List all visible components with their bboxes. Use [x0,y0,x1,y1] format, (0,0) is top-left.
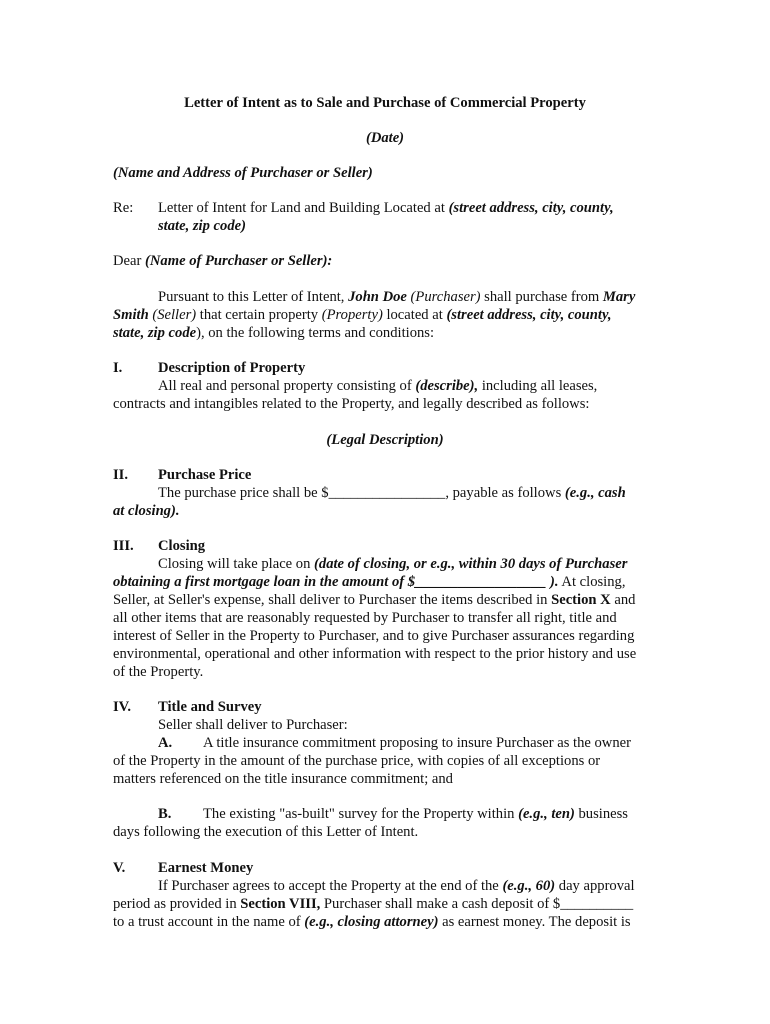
section-2-number: II. [113,467,129,483]
section-4-item-a-line-2: of the Property in the amount of the purchase price, with copies of all exceptions or [113,753,601,769]
addressee-placeholder: (Name and Address of Purchaser or Seller) [113,165,373,181]
section-3-line-7: of the Property. [113,664,204,680]
section-3-heading: Closing [158,538,206,554]
section-4-number: IV. [113,699,131,715]
intro-line-2: Smith (Seller) that certain property (Property) located at (street address, city, county, [113,307,612,323]
re-line-1: Letter of Intent for Land and Building Located at (street address, city, county, [158,200,614,216]
section-1-line-2: contracts and intangibles related to the Property, and legally described as follows: [113,396,590,412]
intro-line-3: state, zip code), on the following terms and conditions: [113,325,435,341]
section-4-heading: Title and Survey [158,699,262,715]
section-4-item-b-label: B. [158,806,172,822]
section-5-heading: Earnest Money [158,860,254,876]
intro-line-1: Pursuant to this Letter of Intent, John Doe (Purchaser) shall purchase from Mary [158,289,636,305]
section-4-item-a-line-3: matters referenced on the title insurance commitment; and [113,771,453,787]
section-1-number: I. [113,360,123,376]
date-placeholder: (Date) [365,130,405,146]
section-5-line-2: period as provided in Section VIII, Purchaser shall make a cash deposit of $__________ [113,896,634,912]
section-5-line-3: to a trust account in the name of (e.g., closing attorney) as earnest money. The deposit is [113,914,631,930]
re-line-2: state, zip code) [158,218,246,234]
section-1-line-1: All real and personal property consisting of (describe), including all leases, [158,378,598,394]
section-3-line-2: obtaining a first mortgage loan in the amount of $__________________ ). At closing, [113,574,626,590]
section-4-line-1: Seller shall deliver to Purchaser: [158,717,348,733]
section-5-line-1: If Purchaser agrees to accept the Property at the end of the (e.g., 60) day approval [158,878,635,894]
section-2-line-2: at closing). [113,503,180,519]
section-4-item-b-line-2: days following the execution of this Letter of Intent. [113,824,419,840]
section-2-line-1: The purchase price shall be $________________, payable as follows (e.g., cash [158,485,626,501]
section-3-line-5: interest of Seller in the Property to Purchaser, and to give Purchaser assurances regarding [113,628,635,644]
section-3-line-6: environmental, operational and other information with respect to the prior history and use [113,646,637,662]
salutation: Dear (Name of Purchaser or Seller): [113,253,333,269]
section-3-line-4: all other items that are reasonably requested by Purchaser to transfer all right, title and [113,610,617,626]
section-1-heading: Description of Property [158,360,306,376]
section-5-number: V. [113,860,126,876]
re-label: Re: [113,200,134,216]
document-title: Letter of Intent as to Sale and Purchase of Commercial Property [184,95,586,111]
legal-description-placeholder: (Legal Description) [326,432,444,448]
section-3-line-1: Closing will take place on (date of closing, or e.g., within 30 days of Purchaser [158,556,628,572]
section-4-item-b-line-1: The existing "as-built" survey for the Property within (e.g., ten) business [203,806,628,822]
section-3-number: III. [113,538,134,554]
section-4-item-a-line-1: A title insurance commitment proposing to insure Purchaser as the owner [203,735,631,751]
section-3-line-3: Seller, at Seller's expense, shall deliver to Purchaser the items described in Section X and [113,592,636,608]
section-2-heading: Purchase Price [158,467,252,483]
section-4-item-a-label: A. [158,735,173,751]
